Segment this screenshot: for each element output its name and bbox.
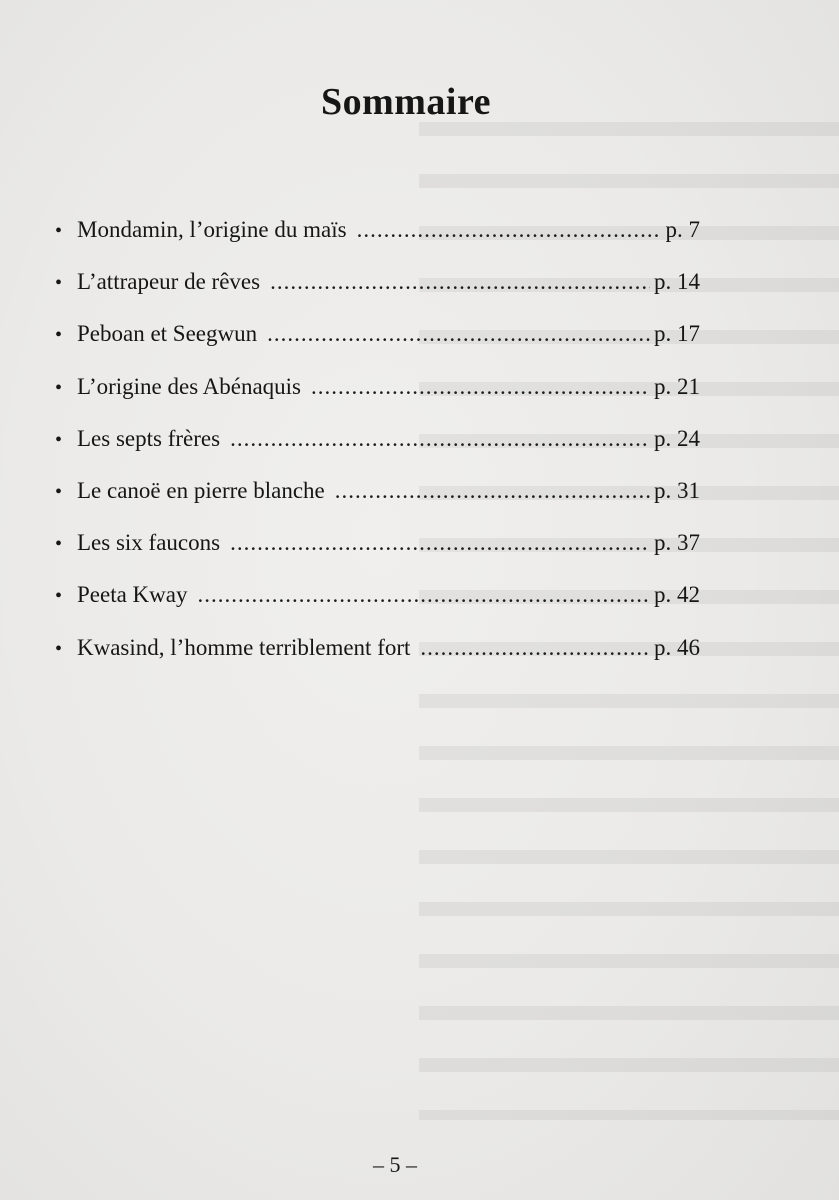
toc-entry-title: Peeta Kway	[77, 582, 188, 608]
table-of-contents	[55, 210, 700, 680]
toc-entry-peboan-et-seegwun	[55, 314, 700, 366]
toc-entry-canoe-en-pierre-blanche	[55, 471, 700, 523]
toc-entry-title: L’attrapeur de rêves	[77, 269, 261, 295]
bullet-icon: •	[55, 220, 63, 242]
toc-entry-page: p. 21	[654, 373, 700, 399]
bullet-icon: •	[55, 376, 63, 399]
bullet-icon: •	[55, 533, 63, 556]
dot-leader	[230, 419, 650, 459]
toc-entry-page: p. 7	[665, 217, 700, 242]
toc-entry-title: Les six faucons	[77, 530, 221, 556]
bullet-icon: •	[55, 324, 63, 347]
toc-entry-page: p. 14	[654, 269, 700, 295]
dot-leader	[270, 262, 650, 302]
toc-entry-page: p. 46	[654, 634, 700, 660]
toc-entry-page: p. 42	[654, 582, 700, 608]
dot-leader	[267, 314, 650, 354]
toc-entry-title: Mondamin, l’origine du maïs	[77, 217, 347, 242]
bullet-icon: •	[55, 585, 63, 608]
toc-entry-page: p. 24	[654, 425, 700, 451]
toc-entry-kwasind	[55, 628, 700, 680]
dot-leader	[335, 471, 650, 511]
toc-entry-six-faucons	[55, 523, 700, 575]
toc-entry-attrapeur-de-reves	[55, 262, 700, 314]
dot-leader	[230, 523, 650, 563]
toc-entry-page: p. 37	[654, 530, 700, 556]
toc-entry-title: Peboan et Seegwun	[77, 321, 258, 347]
bullet-icon: •	[55, 637, 63, 660]
toc-entry-mondamin	[55, 210, 700, 262]
page-number: – 5 –	[373, 1152, 417, 1177]
toc-entry-peeta-kway	[55, 575, 700, 627]
dot-leader	[198, 575, 651, 615]
toc-entry-page: p. 31	[654, 477, 700, 503]
toc-entry-title: L’origine des Abénaquis	[77, 373, 302, 399]
toc-entry-title: Le canoë en pierre blanche	[77, 477, 325, 503]
toc-entry-page: p. 17	[654, 321, 700, 347]
bullet-icon: •	[55, 272, 63, 295]
toc-entry-title: Les septs frères	[77, 425, 221, 451]
page-title: Sommaire	[320, 81, 492, 123]
dot-leader	[357, 210, 662, 250]
dot-leader	[311, 367, 650, 407]
toc-entry-septs-freres	[55, 419, 700, 471]
toc-entry-origine-des-abenaquis	[55, 367, 700, 419]
bullet-icon: •	[55, 428, 63, 451]
bullet-icon: •	[55, 480, 63, 503]
toc-entry-title: Kwasind, l’homme terriblement fort	[77, 634, 411, 660]
dot-leader	[420, 628, 650, 668]
